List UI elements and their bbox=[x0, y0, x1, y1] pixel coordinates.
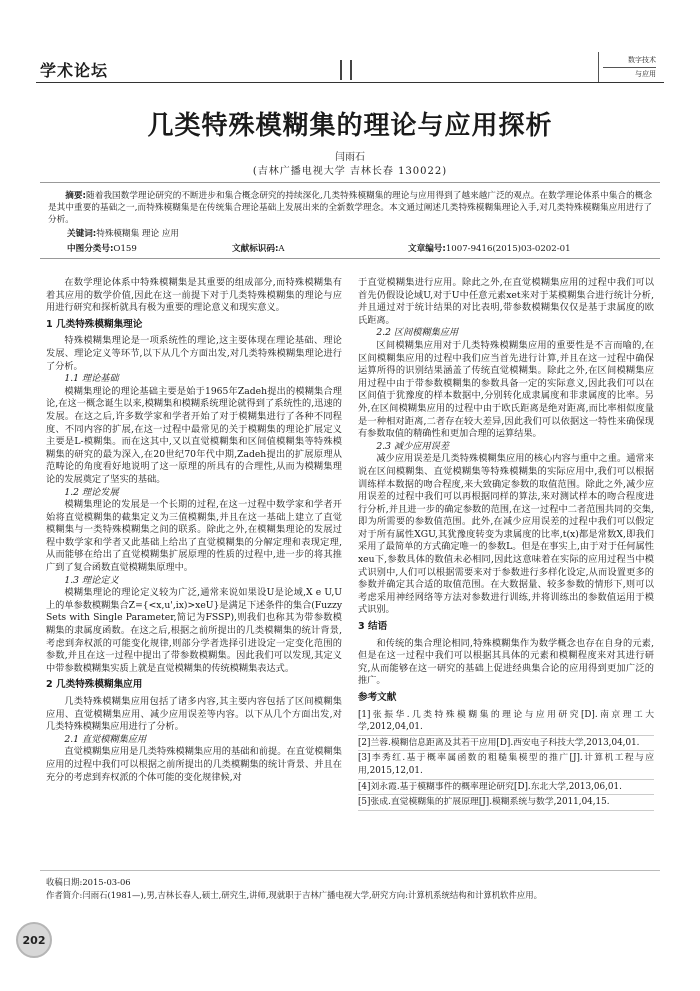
intro-paragraph: 在数学理论体系中特殊模糊集是其重要的组成部分,而特殊模糊集有着其应用的数学价值,因此在这一前提下对于几类特殊模糊集的理论与应用进行研究和探析就具有极为重要的理论意义和现实意义。 bbox=[46, 277, 342, 314]
paper-title: 几类特殊模糊集的理论与应用探析 bbox=[147, 111, 553, 141]
page-number: 202 bbox=[22, 934, 46, 947]
reference-item: [4]刘永霞.基于模糊事件的概率理论研究[D].东北大学,2013,06,01. bbox=[358, 781, 654, 796]
journal-badge-top: 数字技术 bbox=[603, 56, 656, 68]
body-paragraph: 模糊集理论的发展是一个长期的过程,在这一过程中数学家和学者开始将直觉模糊集的截集定义为三值模糊集,并且在这一基础上建立了直觉模糊集与一类特殊模糊集之间的联系。除此之外,在模糊集理论的发展过程中数学家和学者又此基础上给出了直觉模糊集的分解定理和表现定理,从而能够在给出了直觉模糊集扩展原理的性质的过程中,进一步的将其推广到了复合函数直觉模糊集原理中。 bbox=[46, 499, 342, 574]
abstract bbox=[48, 190, 652, 226]
title-divider bbox=[40, 182, 660, 183]
article-number-value: 1007-9416(2015)03-0202-01 bbox=[445, 244, 571, 254]
body-paragraph: 模糊集理论的理论基础主要是始于1965年Zadeh提出的模糊集合理论,在这一概念诞生以来,模糊集和模糊系统理论就得到了系统性的,迅速的发展。在这之后,许多数学家和学者开始了对于模糊集进行了各种不同程度、不同内容的扩展,在这一过程中最常见的关于模糊集的理论扩展定义主要是L-模糊集。而在这其中,又以直觉模糊集和区间值模糊集等特殊模糊集的研究的最为深入,在20世纪70年代中期,Zadeh提出的扩展原理从范畴论的角度看好地说明了这一原理的所具有的合理性,从而为模糊集理论的发展奠定了坚实的基础。 bbox=[46, 385, 342, 485]
body-paragraph: 于直觉模糊集进行应用。除此之外,在直觉模糊集应用的过程中我们可以首先仍假设论域U,对于U中任意元素xet来对于某模糊集合进行统计分析,并且通过对于统计结果的对比表明,带参数模糊集仅仅是基于隶属度的欧氏距离。 bbox=[358, 277, 654, 326]
body-paragraph: 几类特殊模糊集应用包括了诸多内容,其主要内容包括了区间模糊集应用、直觉模糊集应用、减少应用误差等内容。以下从几个方面出发,对几类特殊模糊集应用进行了分析。 bbox=[46, 696, 342, 733]
section-heading: 1 几类特殊模糊集理论 bbox=[46, 318, 143, 330]
body-paragraph: 特殊模糊集理论是一项系统性的理论,这主要体现在理论基础、理论发展、理论定义等环节,以下从几个方面出发,对几类特殊模糊集理论进行了分析。 bbox=[46, 335, 342, 372]
clc-label: 中图分类号: bbox=[67, 244, 114, 254]
meta-divider bbox=[40, 258, 660, 259]
keywords-label: 关键词: bbox=[67, 229, 97, 239]
author-name: 闫雨石 bbox=[335, 152, 365, 163]
body-paragraph: 模糊集理论的理论定义较为广泛,通常来说如果设U是论域,X e U,U上的单参数模糊集合Z={<x,u',ix)>xeU}是满足下述条件的集合(Fuzzy Sets with Single Parameter,简记为FSSP),则我们也称其为带参数模糊集的隶属度函数。在这之后,根据之前所提出的几类模糊集的统计背景,考虑到奔权派的可能变化规律,则部分学者选择引进设定一定变化范围的参数,并且在这一过程中提出了带参数模糊集。因此我们可以发现,其定义中带参数模糊集实质上就是直觉模糊集的传统模糊集表达式。 bbox=[46, 587, 343, 674]
page-number-badge bbox=[16, 922, 52, 958]
body-paragraph: 区间模糊集应用对于几类特殊模糊集应用的重要性是不言而喻的,在区间模糊集应用的过程中我们应当首先进行计算,并且在这一过程中确保运算所得的识别结果涵盖了传统直觉模糊集。除此之外,在区间模糊集应用过程中由于带参数模糊集的参数具备一定的实际意义,因此我们可以在区间值于犹豫度的样本数据中,分别转化成隶属度和非隶属度的比率。另外,在区间模糊集应用的过程中由于欧氏距离是绝对距离,而比率相似度量是一种相对距离,二者存在较大差异,因此我们可以依据这一特性来确保现有参数取值的精确性和更加合理的运算结果。 bbox=[358, 339, 654, 440]
header-divider-bar bbox=[350, 60, 352, 80]
received-date: 收稿日期:2015-03-06 bbox=[46, 877, 131, 887]
header-rule bbox=[36, 82, 664, 83]
clc-number bbox=[67, 242, 137, 254]
body-paragraph: 减少应用误差是几类特殊模糊集应用的核心内容与重中之重。通常来说在区间模糊集、直觉模糊集等特殊模糊集的实际应用中,我们可以根据训练样本数据的吻合程度,来大致确定参数的取值范围。除此之外,减少应用误差的过程中我们可以再根据同样的算法,来对测试样本的吻合程度进行分析,并且进一步的确定参数的范围,在这一过程中二者范围共同的交集,即为所需要的参数值范围。此外,在减少应用误差的过程中我们可以假定对于所有属性XGU,其犹豫度转变为隶属度的比率,t(x)都是常数X,即我们采用了最简单的方式确定唯一的参数L。但是在事实上,由于对于任何属性xeu下,参数具体的数值未必相同,因此这意味着在实际的应用过程当中模式识别中,人们可以根据需要来对于参数进行多样化设定,从而设置更多的参数并确定其合适的取值范围。在大数据量、较多参数的情形下,则可以考虑采用神经网络等方法对参数进行训练,并将训练出的参数值运用于模式识别。 bbox=[358, 453, 654, 616]
body-right-column bbox=[358, 277, 654, 812]
article-number-label: 文章编号: bbox=[408, 244, 446, 254]
document-code bbox=[232, 242, 285, 254]
abstract-label: 摘要: bbox=[65, 191, 86, 201]
journal-section-label: 学术论坛 bbox=[40, 61, 109, 80]
reference-item: [5]张成.直觉模糊集的扩展原理[J].模糊系统与数学,2011,04,15. bbox=[358, 796, 654, 811]
reference-item: [3]李秀红.基于概率属函数的粗糙集模型的推广[J].计算机工程与应用,2015,12,01. bbox=[358, 752, 654, 779]
subsection-heading: 2.2 区间模糊集应用 bbox=[376, 327, 459, 339]
abstract-text: 随着我国数学理论研究的不断进步和集合概念研究的持续深化,几类特殊模糊集的理论与应用得到了越来越广泛的观点。在数学理论体系中集合的概念是其中重要的基础之一,而特殊模糊集是在传统集合理论基础上发展出来的全新数学理念。本文通过阐述几类特殊模糊集理论入手,对几类特殊模糊集应用进行了分析。 bbox=[48, 191, 652, 225]
document-code-label: 文献标识码: bbox=[232, 244, 279, 254]
subsection-heading: 2.3 减少应用误差 bbox=[376, 440, 450, 452]
keywords-text: 特殊模糊集 理论 应用 bbox=[96, 229, 180, 239]
author-affiliation: (吉林广播电视大学 吉林长春 130022) bbox=[252, 166, 448, 177]
journal-badge bbox=[598, 52, 656, 82]
reference-item: [2]兰蓉.模糊信息距离及其若干应用[D].西安电子科技大学,2013,04,01. bbox=[358, 737, 654, 752]
body-paragraph: 直觉模糊集应用是几类特殊模糊集应用的基础和前提。在直觉模糊集应用的过程中我们可以根据之前所提出的几类模糊集的统计背景、并且在充分的考虑到弃权派的个体可能的变化规律候,对 bbox=[46, 746, 342, 783]
keywords bbox=[67, 227, 179, 239]
document-code-value: A bbox=[278, 244, 285, 254]
section-heading: 2 几类特殊模糊集应用 bbox=[46, 679, 143, 691]
footnote-divider bbox=[40, 870, 660, 871]
subsection-heading: 2.1 直觉模糊集应用 bbox=[64, 733, 147, 745]
article-number bbox=[408, 242, 571, 254]
clc-value: O159 bbox=[113, 244, 137, 254]
author-biography: 作者简介:闫雨石(1981—),男,吉林长春人,硕士,研究生,讲师,现就职于吉林广播电视大学,研究方向:计算机系统结构和计算机软件应用。 bbox=[46, 890, 542, 900]
subsection-heading: 1.2 理论发展 bbox=[64, 486, 119, 498]
body-left-column bbox=[46, 277, 342, 784]
journal-badge-bottom: 与应用 bbox=[635, 70, 656, 78]
header-divider-bar bbox=[340, 60, 342, 80]
body-paragraph: 和传统的集合理论相同,特殊模糊集作为数学概念也存在自身的元素,但是在这一过程中我们可以根据其具体的元素和模糊程度来对其进行研究,从而能够在这一研究的基础上促进经典集合论的应用得到更加广泛的推广。 bbox=[358, 637, 654, 687]
subsection-heading: 1.1 理论基础 bbox=[64, 373, 119, 385]
reference-item: [1]张振华.几类特殊模糊集的理论与应用研究[D].南京理工大学,2012,04,01. bbox=[358, 709, 654, 736]
section-heading: 3 结语 bbox=[358, 621, 388, 633]
references-heading: 参考文献 bbox=[358, 692, 397, 703]
subsection-heading: 1.3 理论定义 bbox=[64, 574, 119, 586]
